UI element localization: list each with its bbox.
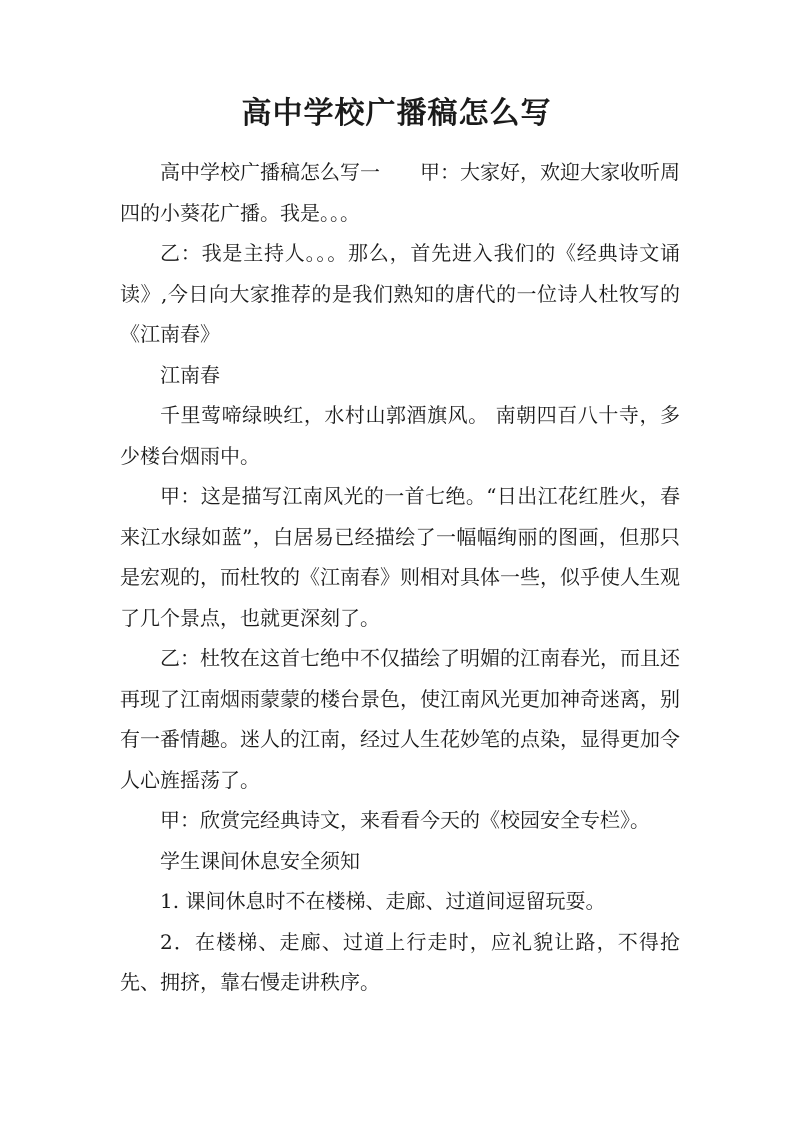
paragraph-host-b-intro: 乙：我是主持人。。。那么，首先进入我们的《经典诗文诵读》,今日向大家推荐的是我们熟知的唐代的一位诗人杜牧写的《江南春》 — [120, 241, 680, 346]
paragraph-poem-commentary-a: 甲：这是描写江南风光的一首七绝。“日出江花红胜火，春来江水绿如蓝”，白居易已经描绘了一幅幅绚丽的图画，但那只是宏观的，而杜牧的《江南春》则相对具体一些，似乎使人生观了几个景点，也就更深刻了。 — [120, 484, 680, 630]
paragraph-poem-commentary-b: 乙：杜牧在这首七绝中不仅描绘了明媚的江南春光，而且还再现了江南烟雨蒙蒙的楼台景色，使江南风光更加神奇迷离，别有一番情趣。迷人的江南，经过人生花妙笔的点染，显得更加令人心旌摇荡了。 — [120, 646, 680, 792]
document-title: 高中学校广播稿怎么写 — [241, 96, 552, 131]
safety-rule-1: 1. 课间休息时不在楼梯、走廊、过道间逗留玩耍。 — [160, 889, 606, 913]
paragraph-intro: 高中学校广播稿怎么写一 甲：大家好，欢迎大家收听周四的小葵花广播。我是。。。 — [120, 160, 680, 225]
document-body — [120, 152, 680, 1003]
safety-section-heading: 学生课间休息安全须知 — [160, 848, 360, 873]
poem-title: 江南春 — [160, 362, 220, 387]
poem-text: 千里莺啼绿映红，水村山郭酒旗风。 南朝四百八十寺，多少楼台烟雨中。 — [120, 403, 680, 468]
safety-rule-2: 2．在楼梯、走廊、过道上行走时，应礼貌让路，不得抢先、拥挤，靠右慢走讲秩序。 — [120, 929, 680, 994]
paragraph-safety-intro: 甲：欣赏完经典诗文，来看看今天的《校园安全专栏》。 — [160, 808, 650, 832]
